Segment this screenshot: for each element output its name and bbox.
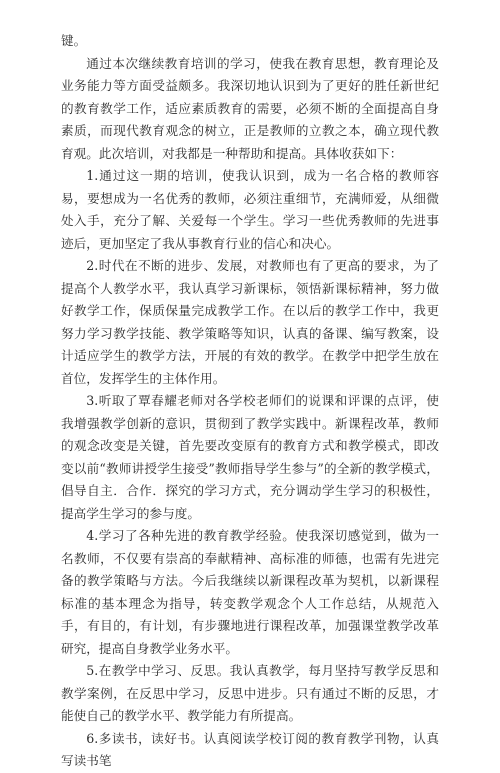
paragraph-item-6: 6.多读书，读好书。认真阅读学校订阅的教育教学刊物，认真写读书笔: [61, 730, 439, 768]
paragraph-item-3: 3.听取了覃春耀老师对各学校老师们的说课和评课的点评，使我增强教学创新的意识，贯彻到了教学实践中。新课程改革，教师的观念改变是关键，首先要改变原有的教育方式和教学模式，即改变以前“教师讲授学生接受”教师指导学生参与”的全新的教学模式，倡导自主．合作．探究的学习方式，充分调动学生学习的积极性，提高学生学习的参与度。: [61, 393, 439, 521]
document-body: [61, 30, 439, 773]
paragraph-continuation: 键。: [61, 33, 87, 48]
paragraph-item-5: 5.在教学中学习、反思。我认真教学，每月坚持写教学反思和教学案例，在反思中学习，反思中进步。只有通过不断的反思，才能使自己的教学水平、教学能力有所提高。: [61, 663, 439, 723]
paragraph-intro: 通过本次继续教育培训的学习，使我在教育思想，教育理论及业务能力等方面受益颇多。我深切地认识到为了更好的胜任新世纪的教育教学工作，适应素质教育的需要，必须不断的全面提高自身素质，而现代教育观念的树立，正是教师的立教之本，确立现代教育观。此次培训，对我都是一种帮助和提高。具体收获如下：: [61, 55, 439, 161]
paragraph-item-4: 4.学习了各种先进的教育教学经验。使我深切感觉到，做为一名教师，不仅要有崇高的奉献精神、高标准的师德，也需有先进完备的教学策略与方法。今后我继续以新课程改革为契机，以新课程标准的基本理念为指导，转变教学观念个人工作总结，从规范入手，有目的，有计划，有步骤地进行课程改革，加强课堂教学改革研究，提高自身教学业务水平。: [61, 528, 439, 656]
paragraph-item-1: 1.通过这一期的培训，使我认识到，成为一名合格的教师容易，要想成为一名优秀的教师，必须注重细节，充满师爱，从细微处入手，充分了解、关爱每一个学生。学习一些优秀教师的先进事迹后，更加坚定了我从事教育行业的信心和决心。: [61, 168, 439, 251]
paragraph-item-2: 2.时代在不断的进步、发展，对教师也有了更高的要求，为了提高个人教学水平，我认真学习新课标，领悟新课标精神，努力做好教学工作，保质保量完成教学工作。在以后的教学工作中，我更努力学习教学技能、教学策略等知识，认真的备课、编写教案，设计适应学生的教学方法，开展的有效的教学。在教学中把学生放在首位，发挥学生的主体作用。: [61, 258, 439, 386]
